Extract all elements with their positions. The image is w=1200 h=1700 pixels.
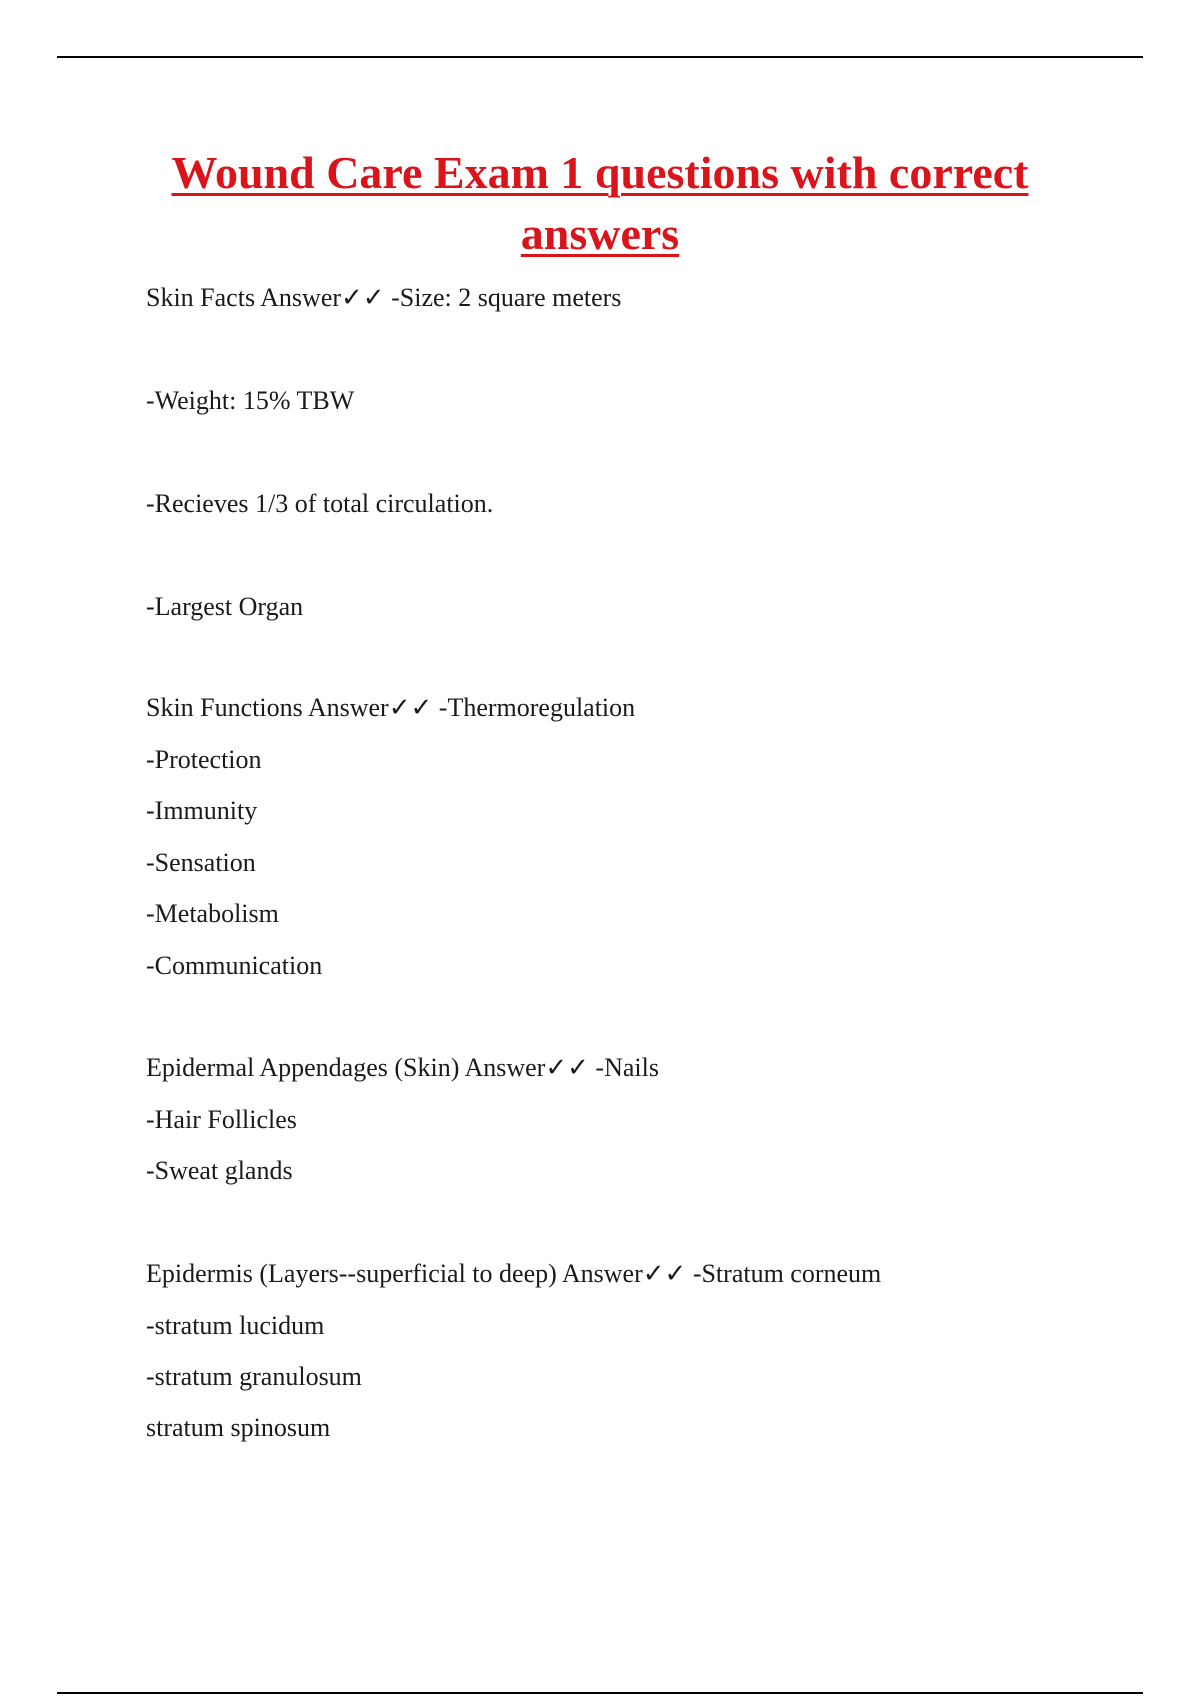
answer-line: stratum spinosum bbox=[146, 1413, 331, 1442]
answer-label: Answer✓✓ bbox=[307, 693, 433, 722]
answer-line: -Communication bbox=[146, 951, 323, 980]
answer-line: -stratum lucidum bbox=[146, 1311, 325, 1340]
answer-line: -Metabolism bbox=[146, 899, 279, 928]
qa-item-epidermal-appendages bbox=[146, 1052, 659, 1084]
answer-line: -Stratum corneum bbox=[692, 1259, 882, 1288]
question-text: Epidermis (Layers--superficial to deep) bbox=[146, 1259, 557, 1288]
document-title: Wound Care Exam 1 questions with correct answers bbox=[171, 147, 1029, 259]
answer-line: -Protection bbox=[146, 745, 262, 774]
question-text: Epidermal Appendages (Skin) bbox=[146, 1053, 460, 1082]
answer-line: -Largest Organ bbox=[146, 592, 304, 621]
answer-label: Answer✓✓ bbox=[260, 283, 385, 312]
answer-line: -Recieves 1/3 of total circulation. bbox=[146, 489, 494, 518]
answer-line: -Sweat glands bbox=[146, 1156, 293, 1185]
answer-line: -Size: 2 square meters bbox=[391, 283, 622, 312]
question-text: Skin Facts bbox=[146, 283, 256, 312]
qa-item-skin-facts bbox=[146, 282, 621, 314]
question-text: Skin Functions bbox=[146, 693, 303, 722]
qa-item-epidermis-layers bbox=[146, 1258, 881, 1290]
answer-label: Answer✓✓ bbox=[561, 1259, 687, 1288]
footer-rule bbox=[57, 1692, 1143, 1694]
answer-line: -Hair Follicles bbox=[146, 1105, 297, 1134]
answer-line: -Nails bbox=[595, 1053, 659, 1082]
answer-label: Answer✓✓ bbox=[464, 1053, 589, 1082]
answer-line: -Immunity bbox=[146, 796, 258, 825]
header-rule bbox=[57, 56, 1143, 58]
answer-line: -Sensation bbox=[146, 848, 256, 877]
qa-item-skin-functions bbox=[146, 692, 635, 724]
answer-line: -Thermoregulation bbox=[438, 693, 636, 722]
answer-line: -Weight: 15% TBW bbox=[146, 386, 355, 415]
answer-line: -stratum granulosum bbox=[146, 1362, 362, 1391]
